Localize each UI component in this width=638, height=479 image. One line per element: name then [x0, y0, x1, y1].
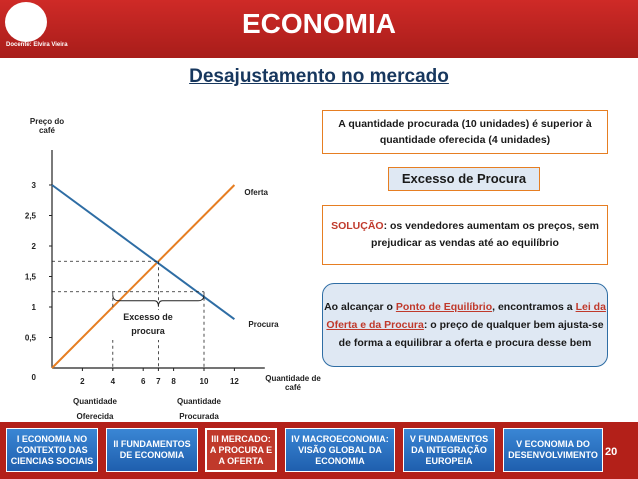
oferta-label: Oferta: [244, 188, 268, 197]
procura-line: [52, 185, 234, 319]
nav-button-6[interactable]: V ECONOMIA DO DESENVOLVIMENTO: [503, 428, 603, 472]
y-tick-label: 1: [31, 303, 36, 312]
x-tick-label: 6: [140, 377, 146, 386]
excesso-label: Excesso de procura: [112, 310, 184, 340]
solution-label: SOLUÇÃO: [331, 220, 384, 232]
quantidade-oferecida-label: Quantidade Oferecida: [72, 397, 117, 421]
x-tick-label: 2: [80, 377, 85, 386]
y-tick-label: 0,5: [24, 333, 36, 343]
x-axis-label: Quantidade de café: [265, 374, 321, 392]
nav-button-1[interactable]: I ECONOMIA NO CONTEXTO DAS CIENCIAS SOCIAIS: [6, 428, 98, 472]
slide-subtitle: Desajustamento no mercado: [189, 66, 449, 87]
excess-brace: [113, 295, 204, 307]
statement-box: [322, 110, 608, 154]
docente-label: Docente: Elvira Vieira: [6, 42, 68, 48]
conclusion-mid: , encontramos a: [492, 301, 573, 313]
nav-button-3[interactable]: III MERCADO: A PROCURA E A OFERTA: [205, 428, 277, 472]
conclusion-suffix: : o preço de qualquer bem ajusta-se de forma a equilibrar a oferta e procura desse bem: [338, 319, 604, 349]
y-tick-label: 2: [31, 242, 36, 251]
excess-demand-box: Excesso de Procura: [388, 167, 540, 191]
statement-text: A quantidade procurada (10 unidades) é superior à quantidade oferecida (4 unidades): [338, 118, 592, 146]
x-tick-label: 7: [156, 377, 161, 386]
conclusion-box: [322, 283, 608, 367]
procura-label: Procura: [248, 320, 279, 330]
solution-box: [322, 205, 608, 265]
x-tick-label: 12: [229, 377, 239, 386]
quantidade-procurada-label: Quantidade Procurada: [176, 397, 221, 421]
page-number: 20: [605, 446, 618, 458]
conclusion-prefix: Ao alcançar o: [324, 301, 393, 313]
nav-button-4[interactable]: IV MACROECONOMIA: VISÃO GLOBAL DA ECONOMIA: [285, 428, 395, 472]
y-axis-label: Preço do café: [29, 117, 65, 135]
y-tick-label: 1,5: [24, 272, 36, 282]
solution-text: : os vendedores aumentam os preços, sem prejudicar as vendas até ao equilíbrio: [371, 220, 599, 249]
nav-button-2[interactable]: II FUNDAMENTOS DE ECONOMIA: [106, 428, 198, 472]
ponto-equilibrio-link[interactable]: Ponto de Equilíbrio: [395, 301, 493, 313]
y-tick-label: 0: [31, 373, 36, 382]
page-title: ECONOMIA: [242, 8, 396, 39]
nav-button-5[interactable]: V FUNDAMENTOS DA INTEGRAÇÃO EUROPEIA: [403, 428, 495, 472]
oferta-line: [52, 185, 234, 368]
y-tick-label: 3: [31, 181, 36, 190]
x-tick-label: 10: [199, 377, 209, 386]
x-tick-label: 8: [171, 377, 176, 386]
y-tick-label: 2,5: [24, 211, 36, 221]
x-tick-label: 4: [110, 377, 116, 386]
lei-oferta-procura-link[interactable]: Lei da Oferta e da Procura: [326, 301, 606, 331]
